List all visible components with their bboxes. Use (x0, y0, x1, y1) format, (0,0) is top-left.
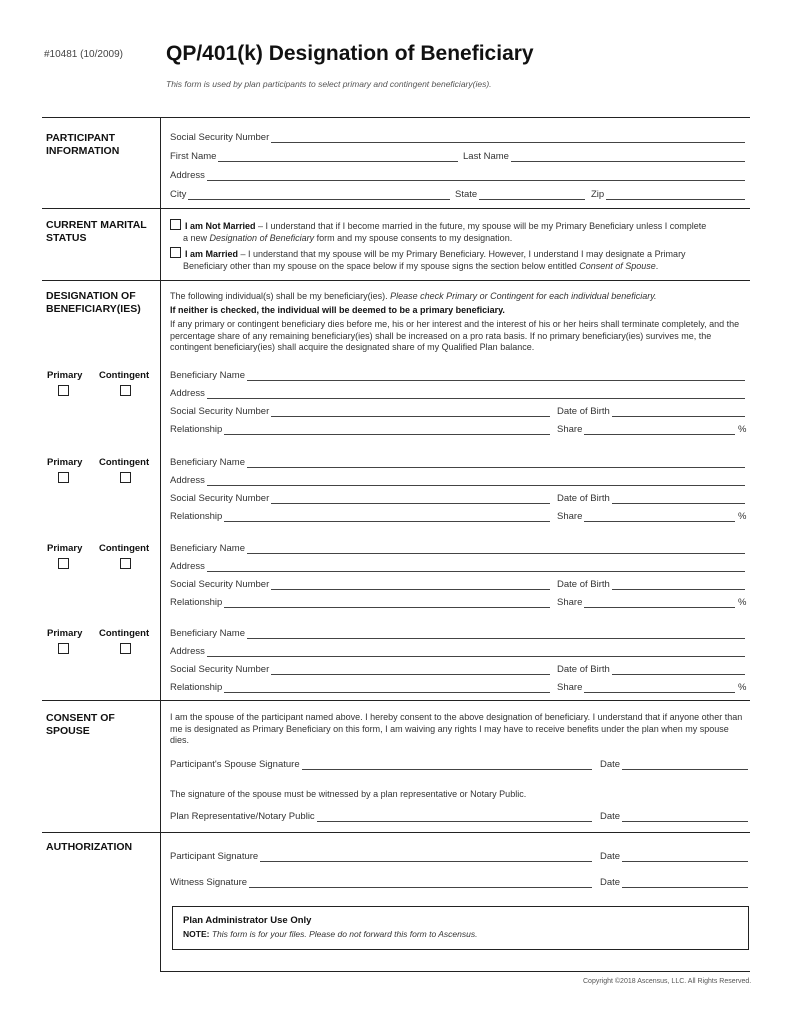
last-name-field[interactable] (463, 151, 745, 162)
section-authorization-heading: AUTHORIZATION (46, 841, 133, 853)
beneficiary-relationship-field-3[interactable] (170, 597, 550, 608)
participant-signature-label: Participant Signature (170, 851, 259, 862)
married-label: I am Married (185, 249, 239, 259)
ssn-field[interactable] (170, 132, 745, 143)
beneficiary-ssn-label: Social Security Number (170, 406, 270, 417)
beneficiary-share-field-3[interactable] (557, 597, 735, 608)
section-consent-heading: CONSENT OF SPOUSE (46, 712, 115, 737)
primary-checkbox-3[interactable] (58, 558, 69, 569)
not-married-label: I am Not Married (185, 221, 256, 231)
not-married-text-2a: a new (183, 232, 210, 243)
beneficiary-name-label: Beneficiary Name (170, 370, 245, 381)
beneficiary-name-field-4[interactable] (170, 628, 745, 639)
admin-use-box (172, 906, 749, 950)
rep-date-field[interactable] (600, 811, 748, 822)
divider (160, 971, 750, 972)
first-name-label: First Name (170, 151, 217, 162)
beneficiary-relationship-field-4[interactable] (170, 682, 550, 693)
married-italic: Consent of Spouse (579, 260, 656, 271)
beneficiary-share-field-1[interactable] (557, 424, 735, 435)
contingent-label: Contingent (99, 370, 150, 381)
beneficiary-relationship-label: Relationship (170, 682, 223, 693)
beneficiary-name-label: Beneficiary Name (170, 543, 245, 554)
beneficiary-address-label: Address (170, 475, 205, 486)
beneficiary-ssn-field-2[interactable] (170, 493, 550, 504)
form-number: #10481 (10/2009) (44, 49, 123, 60)
ssn-label: Social Security Number (170, 132, 270, 143)
copyright: Copyright ©2018 Ascensus, LLC. All Rights Reserved. (583, 978, 752, 985)
designation-paragraph: If any primary or contingent beneficiary dies before me, his or her interest and the interest of his or her heirs shall terminate completely, and the percentage share of any remaining beneficiary(ies) shall be increased on a pro rata basis. If no primary beneficiary(ies) survives me, the contingent beneficiary(ies) shall acquire the designated share of my Qualified Plan balance. (170, 319, 740, 352)
beneficiary-share-field-2[interactable] (557, 511, 735, 522)
percent-sign: % (738, 424, 747, 435)
first-name-field[interactable] (170, 151, 458, 162)
contingent-checkbox-2[interactable] (120, 472, 131, 483)
beneficiary-relationship-field-1[interactable] (170, 424, 550, 435)
not-married-italic: Designation of Beneficiary (209, 232, 315, 243)
beneficiary-ssn-label: Social Security Number (170, 579, 270, 590)
percent-sign: % (738, 597, 747, 608)
not-married-checkbox[interactable] (170, 219, 181, 230)
beneficiary-share-field-4[interactable] (557, 682, 735, 693)
beneficiary-ssn-label: Social Security Number (170, 493, 270, 504)
beneficiary-dob-field-4[interactable] (557, 664, 745, 675)
address-label: Address (170, 170, 205, 181)
beneficiary-address-field-4[interactable] (170, 646, 745, 657)
beneficiary-dob-label: Date of Birth (557, 579, 610, 590)
divider (42, 280, 750, 281)
participant-date-field[interactable] (600, 851, 748, 862)
witness-signature-field[interactable] (170, 877, 592, 888)
beneficiary-address-label: Address (170, 561, 205, 572)
beneficiary-name-field-3[interactable] (170, 543, 745, 554)
beneficiary-name-field-2[interactable] (170, 457, 745, 468)
contingent-label: Contingent (99, 543, 150, 554)
contingent-checkbox-1[interactable] (120, 385, 131, 396)
address-field[interactable] (170, 170, 745, 181)
beneficiary-address-label: Address (170, 388, 205, 399)
rep-notary-field[interactable] (170, 811, 592, 822)
section-marital-heading: CURRENT MARITAL STATUS (46, 219, 147, 244)
section-designation-heading: DESIGNATION OF BENEFICIARY(IES) (46, 290, 141, 315)
admin-note-text: This form is for your files. Please do not forward this form to Ascensus. (209, 929, 478, 939)
percent-sign: % (738, 682, 747, 693)
beneficiary-address-field-2[interactable] (170, 475, 745, 486)
beneficiary-dob-label: Date of Birth (557, 406, 610, 417)
divider (42, 832, 750, 833)
contingent-label: Contingent (99, 457, 150, 468)
rep-notary-label: Plan Representative/Notary Public (170, 811, 315, 822)
spouse-signature-label: Participant's Spouse Signature (170, 759, 300, 770)
zip-label: Zip (591, 189, 605, 200)
beneficiary-share-label: Share (557, 682, 583, 693)
consent-paragraph: I am the spouse of the participant named above. I hereby consent to the above designation of beneficiary. I understand that if anyone other than me is designated as Primary Beneficiary on this form, I am waiving any rights I may have to receive benefits under the plan when my spouse dies. (170, 712, 743, 745)
not-married-text: – I understand that if I become married in the future, my spouse will be my Primary Beneficiary unless I complete (255, 221, 707, 231)
not-married-text-2b: form and my spouse consents to my designation. (314, 232, 513, 243)
witness-date-field[interactable] (600, 877, 748, 888)
designation-intro (170, 291, 750, 303)
beneficiary-relationship-label: Relationship (170, 597, 223, 608)
married-text: – I understand that my spouse will be my Primary Beneficiary. However, I understand I may designate a Primary (238, 249, 686, 259)
contingent-checkbox-3[interactable] (120, 558, 131, 569)
primary-checkbox-1[interactable] (58, 385, 69, 396)
beneficiary-name-label: Beneficiary Name (170, 628, 245, 639)
beneficiary-dob-label: Date of Birth (557, 493, 610, 504)
column-divider (160, 117, 161, 972)
beneficiary-dob-field-3[interactable] (557, 579, 745, 590)
beneficiary-share-label: Share (557, 511, 583, 522)
participant-date-label: Date (600, 851, 621, 862)
admin-note-label: NOTE: (183, 929, 210, 939)
witness-date-label: Date (600, 877, 621, 888)
married-text-2b: . (655, 260, 659, 271)
married-option[interactable] (170, 247, 750, 272)
primary-label: Primary (47, 370, 83, 381)
spouse-date-label: Date (600, 759, 621, 770)
beneficiary-address-label: Address (170, 646, 205, 657)
divider (42, 700, 750, 701)
participant-signature-field[interactable] (170, 851, 592, 862)
beneficiary-relationship-label: Relationship (170, 424, 223, 435)
primary-checkbox-4[interactable] (58, 643, 69, 654)
primary-checkbox-2[interactable] (58, 472, 69, 483)
section-participant-heading: PARTICIPANT INFORMATION (46, 132, 120, 157)
primary-label: Primary (47, 628, 83, 639)
beneficiary-address-field-1[interactable] (170, 388, 745, 399)
page-subtitle: This form is used by plan participants to select primary and contingent beneficiary(ies). (166, 79, 492, 89)
beneficiary-name-label: Beneficiary Name (170, 457, 245, 468)
beneficiary-ssn-field-4[interactable] (170, 664, 550, 675)
last-name-label: Last Name (463, 151, 509, 162)
contingent-checkbox-4[interactable] (120, 643, 131, 654)
beneficiary-share-label: Share (557, 424, 583, 435)
beneficiary-name-field-1[interactable] (170, 370, 745, 381)
zip-field[interactable] (591, 189, 745, 200)
beneficiary-dob-field-2[interactable] (557, 493, 745, 504)
spouse-date-field[interactable] (600, 759, 748, 770)
beneficiary-relationship-label: Relationship (170, 511, 223, 522)
witness-note: The signature of the spouse must be witnessed by a plan representative or Notary Public. (170, 789, 527, 799)
state-label: State (455, 189, 478, 200)
contingent-label: Contingent (99, 628, 150, 639)
beneficiary-relationship-field-2[interactable] (170, 511, 550, 522)
beneficiary-address-field-3[interactable] (170, 561, 745, 572)
designation-intro-italic: Please check Primary or Contingent for each individual beneficiary. (390, 291, 657, 301)
married-checkbox[interactable] (170, 247, 181, 258)
divider (42, 208, 750, 209)
state-field[interactable] (455, 189, 585, 200)
admin-title: Plan Administrator Use Only (183, 915, 312, 926)
married-text-2a: Beneficiary other than my spouse on the space below if my spouse signs the section below entitled (183, 260, 580, 271)
city-field[interactable] (170, 189, 450, 200)
rep-date-label: Date (600, 811, 621, 822)
beneficiary-ssn-label: Social Security Number (170, 664, 270, 675)
beneficiary-share-label: Share (557, 597, 583, 608)
not-married-option[interactable] (170, 219, 750, 244)
beneficiary-dob-field-1[interactable] (557, 406, 745, 417)
admin-note (183, 929, 477, 939)
spouse-signature-field[interactable] (170, 759, 592, 770)
primary-label: Primary (47, 543, 83, 554)
divider (42, 117, 750, 118)
primary-label: Primary (47, 457, 83, 468)
designation-intro-text: The following individual(s) shall be my beneficiary(ies). (170, 291, 391, 301)
designation-bold-line: If neither is checked, the individual will be deemed to be a primary beneficiary. (170, 305, 505, 315)
city-label: City (170, 189, 187, 200)
page-title: QP/401(k) Designation of Beneficiary (166, 42, 534, 65)
percent-sign: % (738, 511, 747, 522)
beneficiary-ssn-field-1[interactable] (170, 406, 550, 417)
witness-signature-label: Witness Signature (170, 877, 248, 888)
beneficiary-dob-label: Date of Birth (557, 664, 610, 675)
beneficiary-ssn-field-3[interactable] (170, 579, 550, 590)
